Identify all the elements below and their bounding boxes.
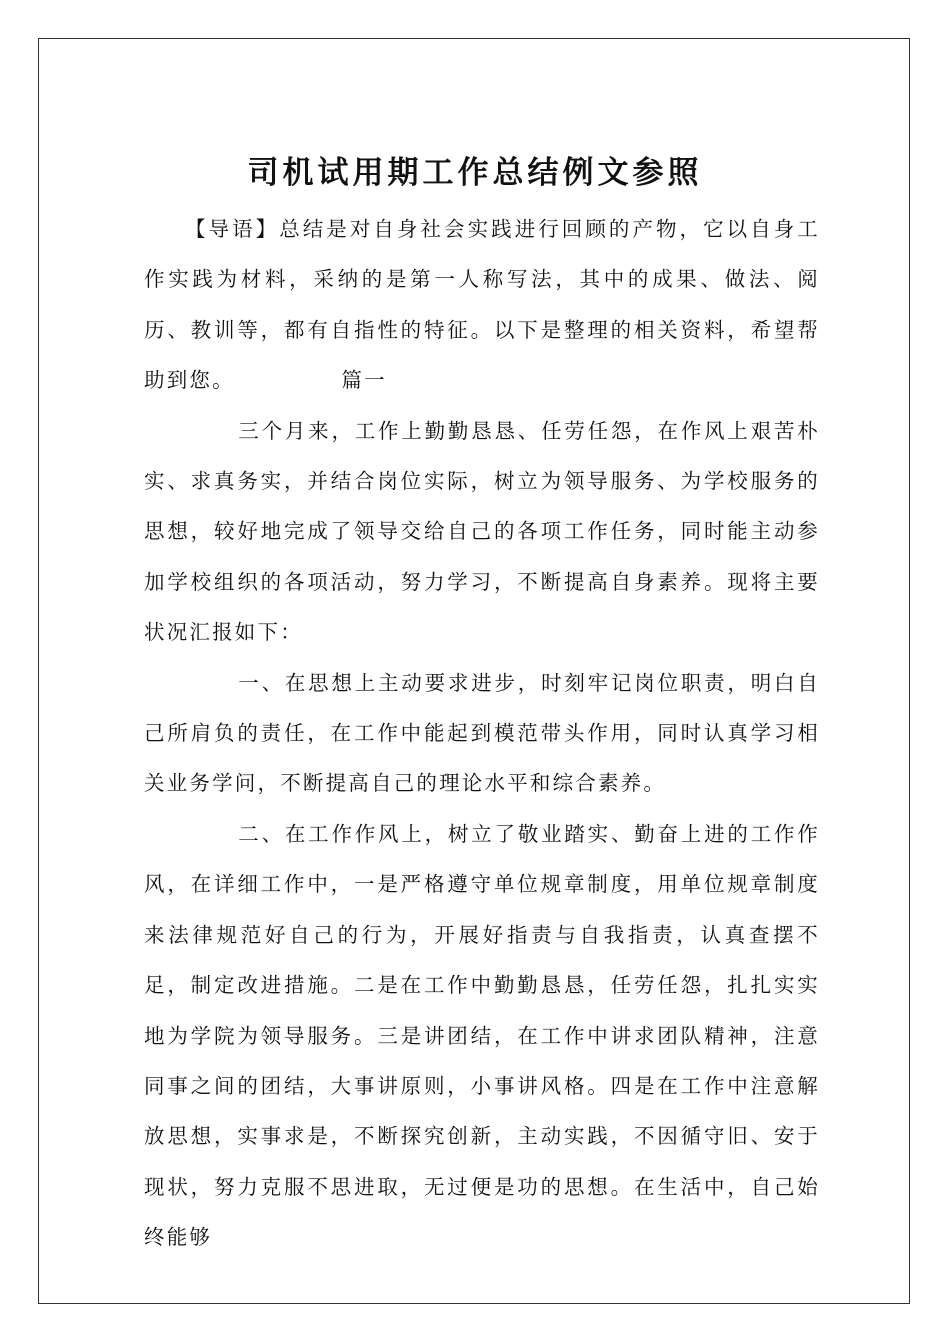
intro-text: 【导语】总结是对自身社会实践进行回顾的产物，它以自身工作实践为材料，采纳的是第一人称写法，其中的成果、做法、阅历、教训等，都有自指性的特征。以下是整理的相关资料，希望帮助到您。: [144, 217, 820, 393]
paragraph-1: 三个月来，工作上勤勤恳恳、任劳任怨，在作风上艰苦朴实、求真务实，并结合岗位实际，树立为领导服务、为学校服务的思想，较好地完成了领导交给自己的各项工作任务，同时能主动参加学校组织的各项活动，努力学习，不断提高自身素养。现将主要状况汇报如下：: [144, 418, 820, 645]
document-body: [144, 204, 820, 1263]
section-label: 篇一: [341, 368, 387, 393]
paragraph-3: 二、在工作作风上，树立了敬业踏实、勤奋上进的工作作风，在详细工作中，一是严格遵守单位规章制度，用单位规章制度来法律规范好自己的行为，开展好指责与自我指责，认真查摆不足，制定改进措施。二是在工作中勤勤恳恳，任劳任怨，扎扎实实地为学院为领导服务。三是讲团结，在工作中讲求团队精神，注意同事之间的团结，大事讲原则，小事讲风格。四是在工作中注意解放思想，实事求是，不断探究创新，主动实践，不因循守旧、安于现状，努力克服不思进取，无过便是功的思想。在生活中，自己始终能够: [144, 821, 820, 1250]
intro-paragraph: [144, 204, 820, 406]
paragraph-2: 一、在思想上主动要求进步，时刻牢记岗位职责，明白自己所肩负的责任，在工作中能起到模范带头作用，同时认真学习相关业务学问，不断提高自己的理论水平和综合素养。: [144, 670, 820, 796]
document-title: 司机试用期工作总结例文参照: [247, 154, 703, 191]
